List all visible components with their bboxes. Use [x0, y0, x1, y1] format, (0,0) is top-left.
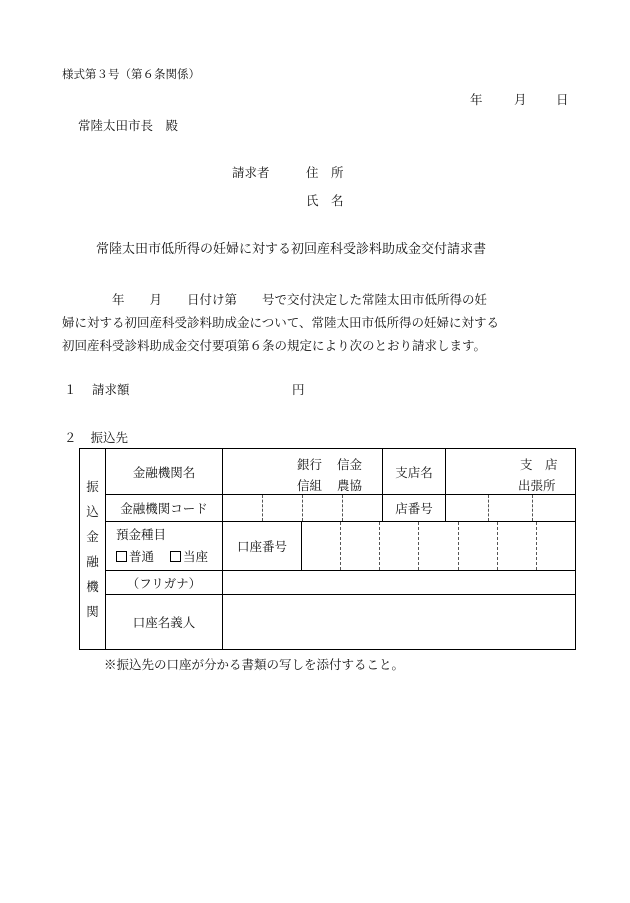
account-holder-field[interactable] — [223, 595, 576, 650]
ordinary-label: 普通 — [129, 549, 155, 564]
account-number-field[interactable] — [302, 522, 575, 570]
furigana-label: （フリガナ） — [106, 571, 223, 595]
account-number-cell — [223, 522, 576, 571]
address-label: 住 所 — [306, 165, 344, 180]
institution-code-field[interactable] — [223, 495, 383, 522]
ordinary-checkbox[interactable] — [116, 551, 127, 562]
furigana-field[interactable] — [223, 571, 576, 595]
deposit-type-cell — [106, 522, 223, 571]
name-label: 氏 名 — [306, 193, 344, 208]
date-day: 日 — [556, 92, 569, 107]
transfer-heading — [64, 428, 128, 446]
institution-name-field[interactable]: 銀行 信金 信組 農協 — [223, 449, 383, 495]
store-number-label: 店番号 — [383, 495, 446, 522]
bank-table — [79, 448, 576, 650]
store-number-field[interactable] — [446, 495, 576, 522]
body-paragraph — [62, 288, 582, 357]
transfer-institution-side-label: 振 込 金 融 機 関 — [80, 449, 106, 650]
institution-code-label: 金融機関コード — [106, 495, 223, 522]
amount-label: 請求額 — [92, 382, 130, 397]
form-number: 様式第３号（第６条関係） — [62, 67, 200, 81]
date-month: 月 — [514, 92, 527, 107]
attachment-note: ※振込先の口座が分かる書類の写しを添付すること。 — [104, 657, 405, 672]
body-line: 婦に対する初回産科受診料助成金について、常陸太田市低所得の妊婦に対する — [62, 315, 500, 330]
date-year: 年 — [470, 92, 483, 107]
branch-name-field[interactable]: 支 店 出張所 — [446, 449, 576, 495]
addressee: 常陸太田市長 殿 — [78, 118, 179, 133]
amount-unit: 円 — [292, 382, 305, 397]
amount-number: １ — [64, 382, 77, 397]
institution-name-label: 金融機関名 — [106, 449, 223, 495]
account-number-label: 口座番号 — [223, 522, 302, 570]
current-checkbox[interactable] — [170, 551, 181, 562]
transfer-label: 振込先 — [90, 430, 129, 445]
document-title: 常陸太田市低所得の妊婦に対する初回産科受診料助成金交付請求書 — [96, 242, 487, 257]
claimant-label: 請求者 — [232, 165, 270, 180]
account-holder-label: 口座名義人 — [106, 595, 223, 650]
current-label: 当座 — [183, 549, 209, 564]
deposit-type-label: 預金種目 — [116, 527, 167, 542]
transfer-number: ２ — [64, 430, 77, 445]
branch-name-label: 支店名 — [383, 449, 446, 495]
body-line: 年 月 日付け第 号で交付決定した常陸太田市低所得の妊 — [62, 292, 488, 307]
body-line: 初回産科受診料助成金交付要項第６条の規定により次のとおり請求します。 — [62, 338, 487, 353]
